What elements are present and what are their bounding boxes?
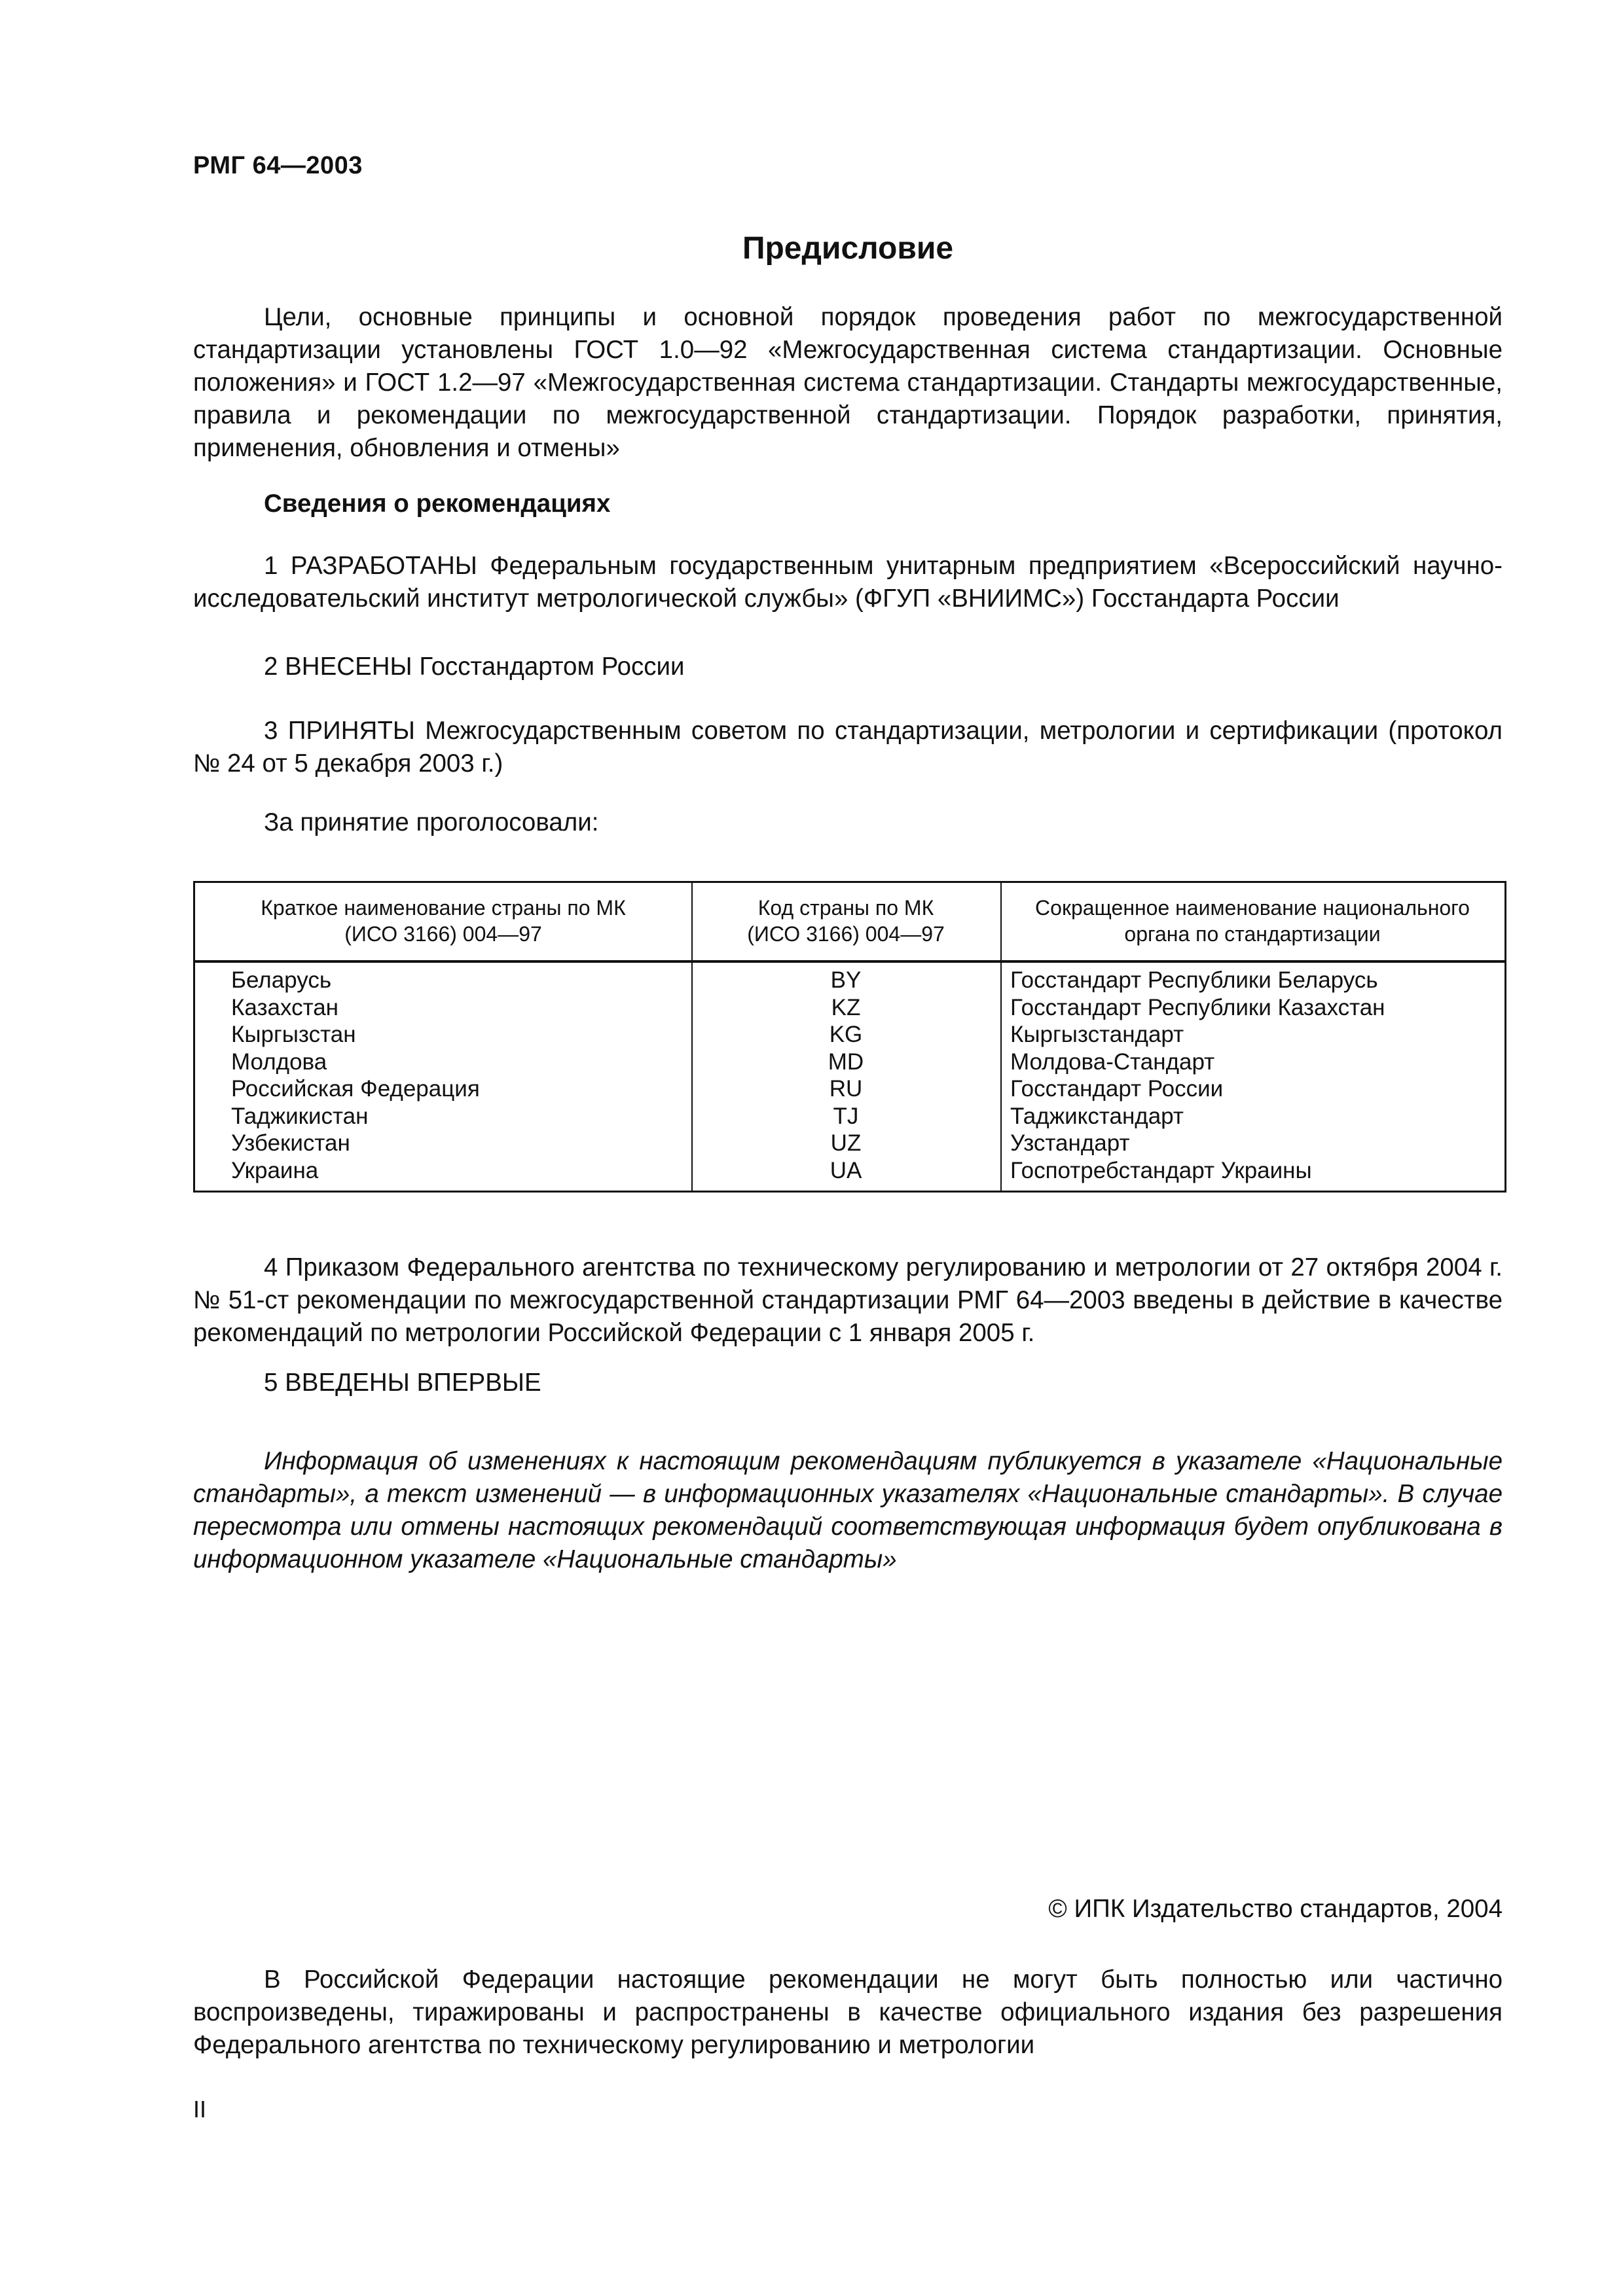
table-header-text: Краткое наименование страны по МК — [261, 896, 626, 920]
table-row — [195, 1157, 1504, 1185]
cell-body: Госстандарт России — [1010, 1076, 1224, 1102]
page-title: Предисловие — [742, 231, 954, 266]
cell-code: MD — [828, 1049, 864, 1075]
table-header-body — [1000, 895, 1504, 947]
cell-code: BY — [830, 967, 862, 993]
table-row — [195, 967, 1504, 994]
countries-table — [193, 881, 1506, 1193]
cell-body: Узстандарт — [1010, 1130, 1130, 1156]
item-voted: За принятие проголосовали: — [264, 808, 599, 836]
copyright-notice: © ИПК Издательство стандартов, 2004 — [1048, 1895, 1503, 1923]
table-header-text: (ИСО 3166) 004—97 — [747, 922, 945, 946]
cell-body: Госстандарт Республики Беларусь — [1010, 967, 1378, 993]
section-heading: Сведения о рекомендациях — [264, 490, 611, 518]
cell-country: Молдова — [231, 1049, 327, 1075]
table-header-text: Сокращенное наименование национального — [1035, 896, 1470, 920]
item-accepted: 3 ПРИНЯТЫ Межгосударственным советом по стандартизации, метрологии и сертификации (протокол № 24 от 5 декабря 2003 г.) — [193, 717, 1503, 778]
item-introduced: 2 ВНЕСЕНЫ Госстандартом России — [264, 653, 685, 681]
table-row — [195, 1049, 1504, 1076]
cell-country: Украина — [231, 1157, 319, 1183]
page-number: II — [193, 2096, 207, 2123]
cell-body: Кыргызстандарт — [1010, 1022, 1184, 1047]
table-body — [195, 967, 1504, 1184]
cell-country: Беларусь — [231, 967, 332, 993]
cell-code: UZ — [830, 1130, 862, 1156]
table-header-text: (ИСО 3166) 004—97 — [344, 922, 542, 946]
table-header-text: органа по стандартизации — [1124, 922, 1381, 946]
cell-country: Кыргызстан — [231, 1022, 356, 1047]
cell-code: KZ — [831, 994, 861, 1020]
cell-body: Госстандарт Республики Казахстан — [1010, 994, 1385, 1020]
table-row — [195, 1021, 1504, 1049]
table-row — [195, 1130, 1504, 1157]
document-code: РМГ 64—2003 — [193, 152, 363, 179]
cell-code: TJ — [833, 1103, 859, 1129]
cell-code: RU — [829, 1076, 863, 1102]
table-header-country — [195, 895, 691, 947]
item-order: 4 Приказом Федерального агентства по техническому регулированию и метрологии от 27 октября 2004 г. № 51-ст рекомендации по межгосударственной стандартизации РМГ 64—2003 введены в действие в качестве рекомендаций по метрологии Российской Федерации с 1 января 2005 г. — [193, 1253, 1503, 1347]
cell-body: Молдова-Стандарт — [1010, 1049, 1215, 1075]
table-header-divider — [195, 960, 1504, 963]
intro-paragraph: Цели, основные принципы и основной порядок проведения работ по межгосударственной стандартизации установлены ГОСТ 1.0—92 «Межгосударственная система стандартизации. Основные положения» и ГОСТ 1.2—97 «Межгосударственная система стандартизации. Стандарты межгосударственные, правила и рекомендации по межгосударственной стандартизации. Порядок разработки, принятия, применения, обновления и отмены» — [193, 303, 1503, 462]
table-row — [195, 994, 1504, 1022]
table-row — [195, 1075, 1504, 1103]
cell-country: Российская Федерация — [231, 1076, 480, 1102]
cell-body: Таджикстандарт — [1010, 1103, 1184, 1129]
cell-country: Узбекистан — [231, 1130, 350, 1156]
table-header-text: Код страны по МК — [757, 896, 934, 920]
info-note: Информация об изменениях к настоящим рекомендациям публикуется в указателе «Национальные стандарты», а текст изменений — в информационных указателях «Национальные стандарты». В случае пересмотра или отмены настоящих рекомендаций соответствующая информация будет опубликована в информационном указателе «Национальные стандарты» — [193, 1447, 1503, 1573]
cell-country: Казахстан — [231, 994, 339, 1020]
cell-body: Госпотребстандарт Украины — [1010, 1157, 1312, 1183]
cell-code: KG — [829, 1022, 863, 1047]
table-row — [195, 1103, 1504, 1130]
table-header-code — [691, 895, 1000, 947]
cell-country: Таджикистан — [231, 1103, 369, 1129]
item-first: 5 ВВЕДЕНЫ ВПЕРВЫЕ — [264, 1369, 541, 1397]
cell-code: UA — [830, 1157, 862, 1183]
rights-notice: В Российской Федерации настоящие рекомендации не могут быть полностью или частично воспроизведены, тиражированы и распространены в качестве официального издания без разрешения Федерального агентства по техническому регулированию и метрологии — [193, 1965, 1503, 2059]
item-developed: 1 РАЗРАБОТАНЫ Федеральным государственным унитарным предприятием «Всероссийский научно-исследовательский институт метрологической службы» (ФГУП «ВНИИМС») Госстандарта России — [193, 552, 1503, 613]
